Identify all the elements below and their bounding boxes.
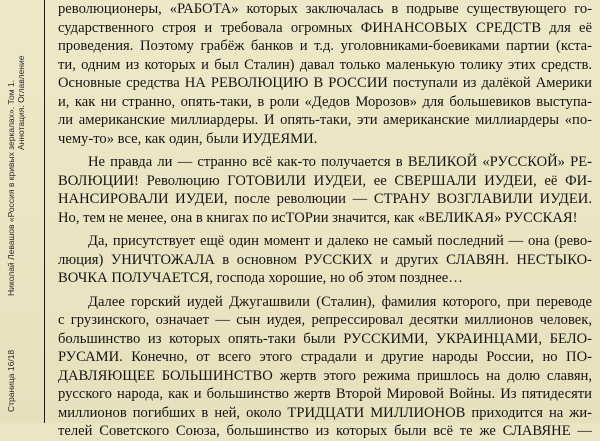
margin-rule	[44, 0, 45, 423]
text-line: ли американские миллиардеры. И опять-таки, эти американские миллиардеры «по-	[58, 112, 592, 128]
text-line: с грузинского, означает — сын иудея, репрессировал десятки миллионов человек,	[58, 312, 592, 328]
text-line: чему-то» все, как один, были ИУДЕЯМИ.	[58, 130, 318, 147]
text-line: люция) УНИЧТОЖАЛА в основном РУССКИХ и других СЛАВЯН. НЕСТЫКО-	[58, 251, 592, 268]
text-line: и, как ни странно, опять-таки, в роли «Дедов Морозов» для большевиков выступа-	[58, 93, 592, 110]
text-line: Далее горский иудей Джугашвили (Сталин), фамилия которого, при переводе	[88, 293, 592, 310]
text-line: миллионов погибших в ней, около ТРИДЦАТИ МИЛЛИОНОВ приходится на жи-	[58, 404, 592, 421]
text-line: ВОЛЮЦИИ! Революцию ГОТОВИЛИ ИУДЕИ, ее СВЕРШАЛИ ИУДЕИ, её ФИ-	[58, 172, 592, 189]
text-line: Не правда ли — странно всё как-то получается в ВЕЛИКОЙ «РУССКОЙ» РЕ-	[88, 154, 592, 170]
text-line: Да, присутствует ещё один момент и далеко не самый последний — она (рево-	[88, 233, 592, 249]
text-line: сударственного строя и требовала огромных ФИНАНСОВЫХ СРЕДСТВ для её	[58, 19, 592, 36]
text-line: телей Советского Союза, большинство из которых были всё те же СЛАВЯНЕ —	[58, 423, 592, 439]
text-line: Но, тем не менее, она в книгах по исТОРии значится, как «ВЕЛИКАЯ» РУССКАЯ!	[58, 209, 578, 226]
text-line: НАНСИРОВАЛИ ИУДЕИ, после революции — СТРАНУ ВОЗГЛАВИЛИ ИУДЕИ.	[58, 191, 592, 207]
text-line: ВОЧКА ПОЛУЧАЕТСЯ, господа хорошие, но об этом позднее…	[58, 270, 463, 286]
section-label-vertical: Аннотация. Оглавление	[16, 55, 26, 150]
book-title-vertical: Николай Левашов «Россия в кривых зеркалах». Том 1.	[6, 79, 16, 296]
text-line: русского народа, как и большинство жертв Второй Мировой Войны. Из пятидесяти	[58, 386, 592, 402]
text-line: ти, одним из которых и был Сталин) давал только маленькую толику этих средств.	[58, 56, 592, 73]
text-line: ДАВЛЯЮЩЕЕ БОЛЬШИНСТВО жертв этого режима пришлось на долю славян,	[58, 367, 592, 384]
text-line: РУСАМИ. Конечно, от всего этого страдали и другие народы России, но ПО-	[58, 349, 592, 365]
page-number-vertical: Страница 16/18	[6, 349, 16, 412]
body-text	[58, 0, 592, 441]
text-line: проведения. Поэтому грабёж банков и т.д. уголовниками-боевиками партии (кста-	[58, 38, 592, 54]
text-line: большинство из которых опять-таки были РУССКИМИ, УКРАИНЦАМИ, БЕЛО-	[58, 330, 592, 347]
text-line: Основные средства НА РЕВОЛЮЦИЮ В РОССИИ поступали из далёкой Америки	[58, 75, 592, 91]
text-line: революционеры, «РАБОТА» которых заключалась в подрыве существующего го-	[58, 1, 592, 17]
